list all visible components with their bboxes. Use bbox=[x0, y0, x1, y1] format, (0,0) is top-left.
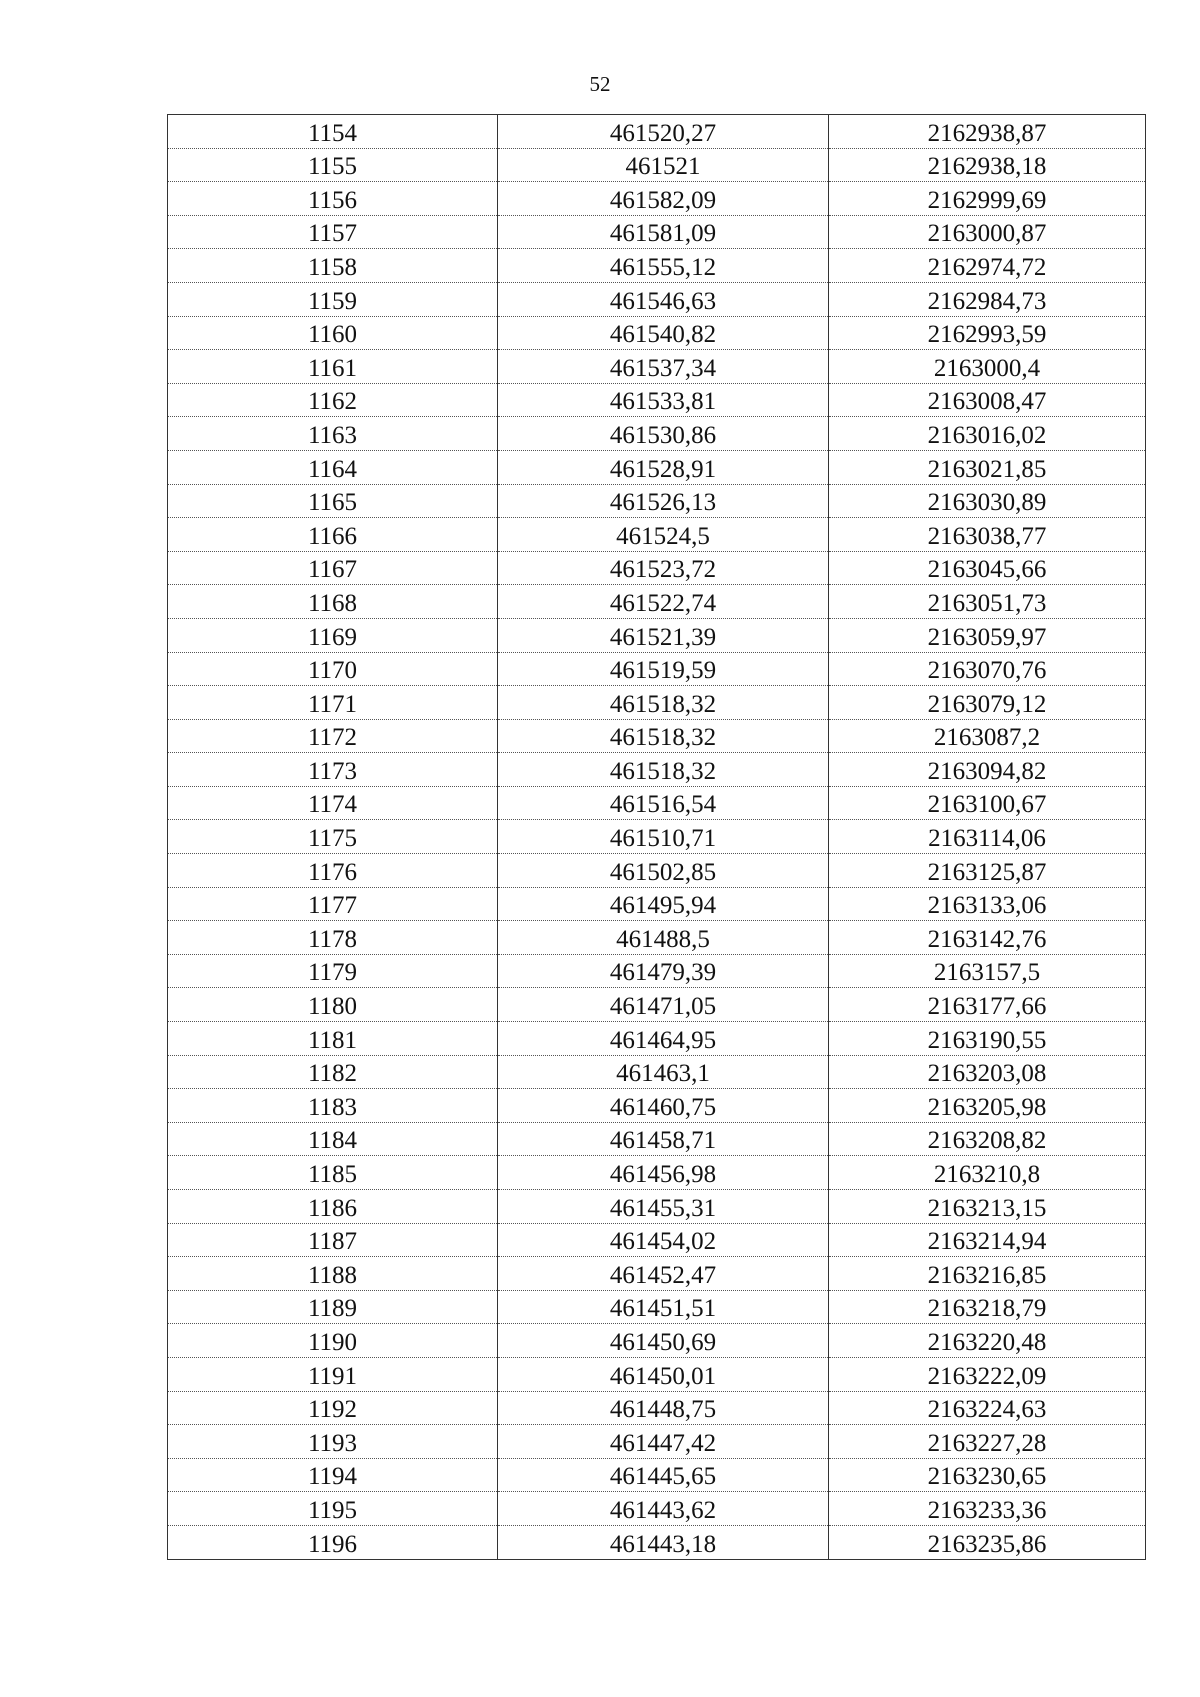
table-row bbox=[168, 820, 1146, 854]
table-row bbox=[168, 1458, 1146, 1492]
x-coordinate-cell: 461546,63 bbox=[498, 282, 829, 316]
x-coordinate-cell: 461464,95 bbox=[498, 1022, 829, 1056]
table-row bbox=[168, 518, 1146, 552]
x-coordinate-cell: 461518,32 bbox=[498, 686, 829, 720]
x-coordinate-cell: 461540,82 bbox=[498, 316, 829, 350]
point-number-cell: 1175 bbox=[168, 820, 498, 854]
y-coordinate-cell: 2163227,28 bbox=[829, 1425, 1146, 1459]
point-number-cell: 1193 bbox=[168, 1425, 498, 1459]
point-number-cell: 1178 bbox=[168, 921, 498, 955]
point-number-cell: 1158 bbox=[168, 249, 498, 283]
x-coordinate-cell: 461447,42 bbox=[498, 1425, 829, 1459]
table-row bbox=[168, 1055, 1146, 1089]
x-coordinate-cell: 461479,39 bbox=[498, 954, 829, 988]
x-coordinate-cell: 461519,59 bbox=[498, 652, 829, 686]
point-number-cell: 1181 bbox=[168, 1022, 498, 1056]
point-number-cell: 1161 bbox=[168, 350, 498, 384]
point-number-cell: 1170 bbox=[168, 652, 498, 686]
point-number-cell: 1183 bbox=[168, 1089, 498, 1123]
point-number-cell: 1174 bbox=[168, 786, 498, 820]
table-row bbox=[168, 1391, 1146, 1425]
x-coordinate-cell: 461533,81 bbox=[498, 383, 829, 417]
point-number-cell: 1176 bbox=[168, 854, 498, 888]
y-coordinate-cell: 2163218,79 bbox=[829, 1290, 1146, 1324]
x-coordinate-cell: 461582,09 bbox=[498, 182, 829, 216]
y-coordinate-cell: 2163190,55 bbox=[829, 1022, 1146, 1056]
x-coordinate-cell: 461581,09 bbox=[498, 215, 829, 249]
point-number-cell: 1155 bbox=[168, 148, 498, 182]
x-coordinate-cell: 461523,72 bbox=[498, 551, 829, 585]
point-number-cell: 1172 bbox=[168, 719, 498, 753]
y-coordinate-cell: 2163203,08 bbox=[829, 1055, 1146, 1089]
y-coordinate-cell: 2163125,87 bbox=[829, 854, 1146, 888]
point-number-cell: 1163 bbox=[168, 417, 498, 451]
table-row bbox=[168, 450, 1146, 484]
point-number-cell: 1196 bbox=[168, 1525, 498, 1559]
point-number-cell: 1185 bbox=[168, 1156, 498, 1190]
x-coordinate-cell: 461443,62 bbox=[498, 1492, 829, 1526]
y-coordinate-cell: 2163208,82 bbox=[829, 1122, 1146, 1156]
point-number-cell: 1192 bbox=[168, 1391, 498, 1425]
y-coordinate-cell: 2163008,47 bbox=[829, 383, 1146, 417]
y-coordinate-cell: 2163000,4 bbox=[829, 350, 1146, 384]
table-row bbox=[168, 1156, 1146, 1190]
point-number-cell: 1167 bbox=[168, 551, 498, 585]
x-coordinate-cell: 461521,39 bbox=[498, 618, 829, 652]
y-coordinate-cell: 2163038,77 bbox=[829, 518, 1146, 552]
x-coordinate-cell: 461452,47 bbox=[498, 1257, 829, 1291]
point-number-cell: 1186 bbox=[168, 1190, 498, 1224]
y-coordinate-cell: 2163133,06 bbox=[829, 887, 1146, 921]
table-row bbox=[168, 316, 1146, 350]
coordinate-table-body bbox=[168, 115, 1146, 1560]
x-coordinate-cell: 461520,27 bbox=[498, 115, 829, 149]
point-number-cell: 1184 bbox=[168, 1122, 498, 1156]
point-number-cell: 1154 bbox=[168, 115, 498, 149]
x-coordinate-cell: 461537,34 bbox=[498, 350, 829, 384]
x-coordinate-cell: 461443,18 bbox=[498, 1525, 829, 1559]
y-coordinate-cell: 2163224,63 bbox=[829, 1391, 1146, 1425]
point-number-cell: 1173 bbox=[168, 753, 498, 787]
y-coordinate-cell: 2162999,69 bbox=[829, 182, 1146, 216]
y-coordinate-cell: 2163157,5 bbox=[829, 954, 1146, 988]
x-coordinate-cell: 461448,75 bbox=[498, 1391, 829, 1425]
point-number-cell: 1157 bbox=[168, 215, 498, 249]
y-coordinate-cell: 2163230,65 bbox=[829, 1458, 1146, 1492]
point-number-cell: 1188 bbox=[168, 1257, 498, 1291]
x-coordinate-cell: 461555,12 bbox=[498, 249, 829, 283]
table-row bbox=[168, 1525, 1146, 1559]
point-number-cell: 1194 bbox=[168, 1458, 498, 1492]
x-coordinate-cell: 461445,65 bbox=[498, 1458, 829, 1492]
table-row bbox=[168, 786, 1146, 820]
point-number-cell: 1177 bbox=[168, 887, 498, 921]
y-coordinate-cell: 2162938,18 bbox=[829, 148, 1146, 182]
table-row bbox=[168, 1324, 1146, 1358]
point-number-cell: 1189 bbox=[168, 1290, 498, 1324]
point-number-cell: 1165 bbox=[168, 484, 498, 518]
x-coordinate-cell: 461463,1 bbox=[498, 1055, 829, 1089]
y-coordinate-cell: 2163000,87 bbox=[829, 215, 1146, 249]
y-coordinate-cell: 2163100,67 bbox=[829, 786, 1146, 820]
x-coordinate-cell: 461488,5 bbox=[498, 921, 829, 955]
table-row bbox=[168, 1022, 1146, 1056]
table-row bbox=[168, 249, 1146, 283]
y-coordinate-cell: 2163235,86 bbox=[829, 1525, 1146, 1559]
x-coordinate-cell: 461526,13 bbox=[498, 484, 829, 518]
y-coordinate-cell: 2163079,12 bbox=[829, 686, 1146, 720]
y-coordinate-cell: 2163214,94 bbox=[829, 1223, 1146, 1257]
table-row bbox=[168, 618, 1146, 652]
point-number-cell: 1191 bbox=[168, 1357, 498, 1391]
x-coordinate-cell: 461460,75 bbox=[498, 1089, 829, 1123]
x-coordinate-cell: 461522,74 bbox=[498, 585, 829, 619]
x-coordinate-cell: 461510,71 bbox=[498, 820, 829, 854]
point-number-cell: 1169 bbox=[168, 618, 498, 652]
x-coordinate-cell: 461451,51 bbox=[498, 1290, 829, 1324]
y-coordinate-cell: 2163114,06 bbox=[829, 820, 1146, 854]
y-coordinate-cell: 2162984,73 bbox=[829, 282, 1146, 316]
y-coordinate-cell: 2163213,15 bbox=[829, 1190, 1146, 1224]
y-coordinate-cell: 2163220,48 bbox=[829, 1324, 1146, 1358]
table-row bbox=[168, 383, 1146, 417]
table-row bbox=[168, 350, 1146, 384]
table-row bbox=[168, 1425, 1146, 1459]
x-coordinate-cell: 461521 bbox=[498, 148, 829, 182]
y-coordinate-cell: 2163177,66 bbox=[829, 988, 1146, 1022]
point-number-cell: 1164 bbox=[168, 450, 498, 484]
point-number-cell: 1182 bbox=[168, 1055, 498, 1089]
coordinate-table bbox=[167, 114, 1146, 1560]
y-coordinate-cell: 2163216,85 bbox=[829, 1257, 1146, 1291]
x-coordinate-cell: 461502,85 bbox=[498, 854, 829, 888]
y-coordinate-cell: 2163070,76 bbox=[829, 652, 1146, 686]
y-coordinate-cell: 2163059,97 bbox=[829, 618, 1146, 652]
table-row bbox=[168, 954, 1146, 988]
point-number-cell: 1180 bbox=[168, 988, 498, 1022]
x-coordinate-cell: 461524,5 bbox=[498, 518, 829, 552]
table-row bbox=[168, 719, 1146, 753]
y-coordinate-cell: 2163016,02 bbox=[829, 417, 1146, 451]
table-row bbox=[168, 282, 1146, 316]
x-coordinate-cell: 461530,86 bbox=[498, 417, 829, 451]
x-coordinate-cell: 461455,31 bbox=[498, 1190, 829, 1224]
point-number-cell: 1187 bbox=[168, 1223, 498, 1257]
table-row bbox=[168, 182, 1146, 216]
table-row bbox=[168, 551, 1146, 585]
y-coordinate-cell: 2163210,8 bbox=[829, 1156, 1146, 1190]
table-row bbox=[168, 753, 1146, 787]
page-number: 52 bbox=[589, 72, 611, 96]
point-number-cell: 1162 bbox=[168, 383, 498, 417]
table-row bbox=[168, 887, 1146, 921]
point-number-cell: 1190 bbox=[168, 1324, 498, 1358]
point-number-cell: 1171 bbox=[168, 686, 498, 720]
table-row bbox=[168, 1122, 1146, 1156]
y-coordinate-cell: 2163205,98 bbox=[829, 1089, 1146, 1123]
point-number-cell: 1166 bbox=[168, 518, 498, 552]
table-row bbox=[168, 1089, 1146, 1123]
point-number-cell: 1195 bbox=[168, 1492, 498, 1526]
table-row bbox=[168, 854, 1146, 888]
x-coordinate-cell: 461454,02 bbox=[498, 1223, 829, 1257]
x-coordinate-cell: 461450,69 bbox=[498, 1324, 829, 1358]
y-coordinate-cell: 2162993,59 bbox=[829, 316, 1146, 350]
y-coordinate-cell: 2163021,85 bbox=[829, 450, 1146, 484]
y-coordinate-cell: 2163087,2 bbox=[829, 719, 1146, 753]
y-coordinate-cell: 2163030,89 bbox=[829, 484, 1146, 518]
x-coordinate-cell: 461495,94 bbox=[498, 887, 829, 921]
x-coordinate-cell: 461450,01 bbox=[498, 1357, 829, 1391]
x-coordinate-cell: 461518,32 bbox=[498, 719, 829, 753]
point-number-cell: 1179 bbox=[168, 954, 498, 988]
table-row bbox=[168, 1257, 1146, 1291]
point-number-cell: 1168 bbox=[168, 585, 498, 619]
table-row bbox=[168, 484, 1146, 518]
point-number-cell: 1156 bbox=[168, 182, 498, 216]
table-row bbox=[168, 1190, 1146, 1224]
y-coordinate-cell: 2163045,66 bbox=[829, 551, 1146, 585]
point-number-cell: 1159 bbox=[168, 282, 498, 316]
table-row bbox=[168, 1492, 1146, 1526]
table-row bbox=[168, 686, 1146, 720]
table-row bbox=[168, 215, 1146, 249]
x-coordinate-cell: 461518,32 bbox=[498, 753, 829, 787]
x-coordinate-cell: 461528,91 bbox=[498, 450, 829, 484]
table-row bbox=[168, 585, 1146, 619]
table-row bbox=[168, 148, 1146, 182]
table-row bbox=[168, 1223, 1146, 1257]
x-coordinate-cell: 461458,71 bbox=[498, 1122, 829, 1156]
x-coordinate-cell: 461456,98 bbox=[498, 1156, 829, 1190]
y-coordinate-cell: 2163222,09 bbox=[829, 1357, 1146, 1391]
table-row bbox=[168, 115, 1146, 149]
table-row bbox=[168, 652, 1146, 686]
y-coordinate-cell: 2162974,72 bbox=[829, 249, 1146, 283]
y-coordinate-cell: 2163051,73 bbox=[829, 585, 1146, 619]
table-row bbox=[168, 1357, 1146, 1391]
table-row bbox=[168, 1290, 1146, 1324]
table-row bbox=[168, 988, 1146, 1022]
y-coordinate-cell: 2162938,87 bbox=[829, 115, 1146, 149]
x-coordinate-cell: 461516,54 bbox=[498, 786, 829, 820]
x-coordinate-cell: 461471,05 bbox=[498, 988, 829, 1022]
y-coordinate-cell: 2163142,76 bbox=[829, 921, 1146, 955]
point-number-cell: 1160 bbox=[168, 316, 498, 350]
y-coordinate-cell: 2163233,36 bbox=[829, 1492, 1146, 1526]
table-row bbox=[168, 417, 1146, 451]
table-row bbox=[168, 921, 1146, 955]
y-coordinate-cell: 2163094,82 bbox=[829, 753, 1146, 787]
